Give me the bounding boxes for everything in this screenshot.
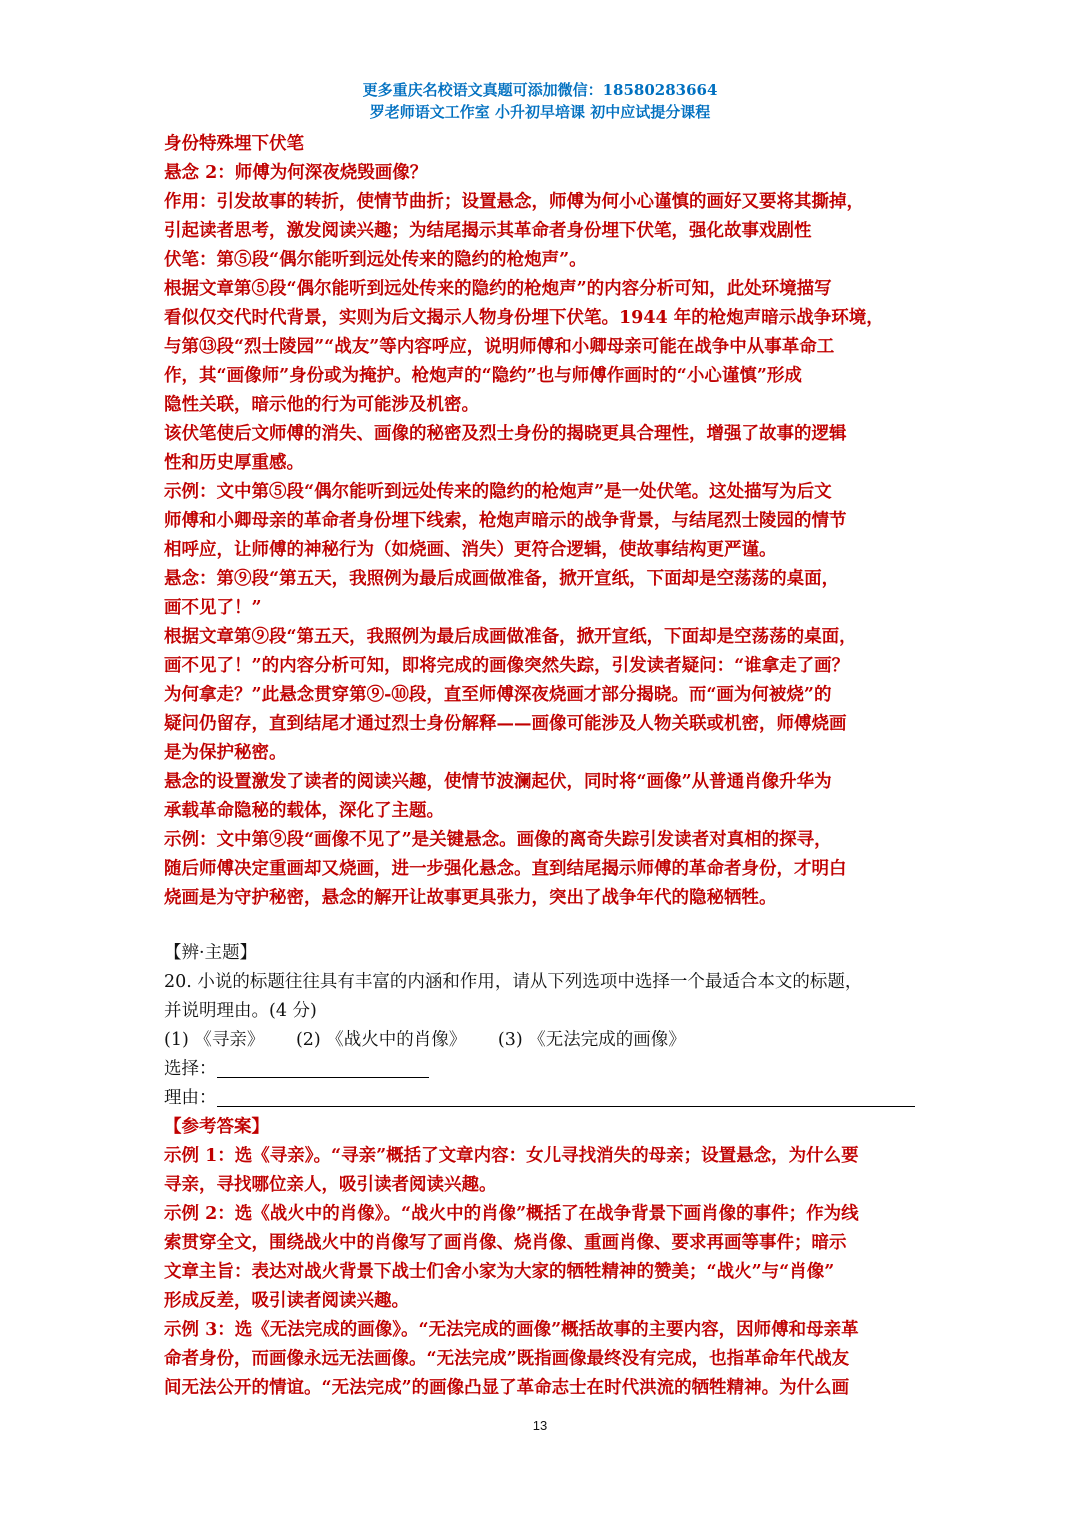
option-2: (2) 《战火中的肖像》 (295, 1030, 467, 1050)
question-line: 并说明理由。(4 分) (164, 1001, 317, 1021)
header-studio-line: 罗老师语文工作室 小升初早培课 初中应试提分课程 (369, 103, 711, 121)
answer-line: 相呼应，让师傅的神秘行为（如烧画、消失）更符合逻辑，使故事结构更严谨。 (164, 540, 777, 560)
reference-answer-line: 命者身份，而画像永远无法画像。“无法完成”既指画像最终没有完成，也指革命年代战友 (164, 1349, 850, 1369)
reference-answer-block (164, 1142, 924, 1403)
answer-line: 引起读者思考，激发阅读兴趣；为结尾揭示其革命者身份埋下伏笔，强化故事戏剧性 (164, 221, 812, 241)
answer-line: 烧画是为守护秘密，悬念的解开让故事更具张力，突出了战争年代的隐秘牺牲。 (164, 888, 777, 908)
answer-line: 与第⑬段“烈士陵园”“战友”等内容呼应，说明师傅和小卿母亲可能在战争中从事革命工 (164, 337, 835, 357)
section-title: 【辨·主题】 (164, 943, 258, 963)
page-content (164, 130, 924, 1403)
reference-answer-title: 【参考答案】 (164, 1117, 269, 1137)
reference-answer-line: 形成反差，吸引读者阅读兴趣。 (164, 1291, 409, 1311)
answer-line: 是为保护秘密。 (164, 743, 287, 763)
choice-blank[interactable] (217, 1057, 429, 1078)
answer-line: 悬念 2：师傅为何深夜烧毁画像？ (164, 163, 428, 183)
options-row (164, 1026, 924, 1055)
reference-answer-line: 文章主旨：表达对战火背景下战士们舍小家为大家的牺牲精神的赞美；“战火”与“肖像” (164, 1262, 835, 1282)
answer-line: 疑问仍留存，直到结尾才通过烈士身份解释——画像可能涉及人物关联或机密，师傅烧画 (164, 714, 847, 734)
answer-line: 悬念的设置激发了读者的阅读兴趣，使情节波澜起伏，同时将“画像”从普通肖像升华为 (164, 772, 832, 792)
reference-answer-line: 间无法公开的情谊。“无法完成”的画像凸显了革命志士在时代洪流的牺牲精神。为什么画 (164, 1378, 850, 1398)
answer-line: 悬念：第⑨段“第五天，我照例为最后成画做准备，掀开宣纸，下面却是空荡荡的桌面， (164, 569, 840, 589)
answer-line: 画不见了！”的内容分析可知，即将完成的画像突然失踪，引发读者疑问：“谁拿走了画？ (164, 656, 850, 676)
answer-line: 看似仅交代时代背景，实则为后文揭示人物身份埋下伏笔。1944 年的枪炮声暗示战争环境， (164, 308, 884, 328)
answer-line: 随后师傅决定重画却又烧画，进一步强化悬念。直到结尾揭示师傅的革命者身份，才明白 (164, 859, 847, 879)
choice-row (164, 1055, 924, 1084)
section-gap (164, 913, 924, 939)
answer-line: 根据文章第⑨段“第五天，我照例为最后成画做准备，掀开宣纸，下面却是空荡荡的桌面， (164, 627, 857, 647)
answer-line: 作用：引发故事的转折，使情节曲折；设置悬念，师傅为何小心谨慎的画好又要将其撕掉， (164, 192, 864, 212)
answer-line: 承载革命隐秘的载体，深化了主题。 (164, 801, 444, 821)
question-block (164, 968, 924, 1026)
answer-line: 师傅和小卿母亲的革命者身份埋下线索，枪炮声暗示的战争背景，与结尾烈士陵园的情节 (164, 511, 847, 531)
answer-line: 性和历史厚重感。 (164, 453, 304, 473)
answer-line: 画不见了！” (164, 598, 262, 618)
reference-answer-line: 寻亲，寻找哪位亲人，吸引读者阅读兴趣。 (164, 1175, 497, 1195)
choice-label: 选择： (164, 1059, 217, 1079)
answer-line: 示例：文中第⑤段“偶尔能听到远处传来的隐约的枪炮声”是一处伏笔。这处描写为后文 (164, 482, 832, 502)
answer-analysis-block (164, 130, 924, 913)
reference-answer-line: 示例 2：选《战火中的肖像》。“战火中的肖像”概括了在战争背景下画肖像的事件；作为线 (164, 1204, 859, 1224)
answer-line: 示例：文中第⑨段“画像不见了”是关键悬念。画像的离奇失踪引发读者对真相的探寻， (164, 830, 832, 850)
reference-answer-line: 示例 3：选《无法完成的画像》。“无法完成的画像”概括故事的主要内容，因师傅和母亲革 (164, 1320, 859, 1340)
option-1: (1) 《寻亲》 (164, 1030, 265, 1050)
option-3: (3) 《无法完成的画像》 (497, 1030, 686, 1050)
answer-line: 该伏笔使后文师傅的消失、画像的秘密及烈士身份的揭晓更具合理性，增强了故事的逻辑 (164, 424, 847, 444)
page-number: 13 (532, 1418, 548, 1433)
answer-line: 为何拿走？”此悬念贯穿第⑨-⑩段，直至师傅深夜烧画才部分揭晓。而“画为何被烧”的 (164, 685, 832, 705)
answer-line: 隐性关联，暗示他的行为可能涉及机密。 (164, 395, 479, 415)
reference-answer-line: 示例 1：选《寻亲》。“寻亲”概括了文章内容：女儿寻找消失的母亲；设置悬念，为什么要 (164, 1146, 859, 1166)
reference-answer-line: 索贯穿全文，围绕战火中的肖像写了画肖像、烧肖像、重画肖像、要求再画等事件；暗示 (164, 1233, 847, 1253)
reason-label: 理由： (164, 1088, 217, 1108)
reason-blank[interactable] (217, 1086, 915, 1107)
answer-line: 作，其“画像师”身份或为掩护。枪炮声的“隐约”也与师傅作画时的“小心谨慎”形成 (164, 366, 802, 386)
answer-line: 伏笔：第⑤段“偶尔能听到远处传来的隐约的枪炮声”。 (164, 250, 587, 270)
question-line: 20. 小说的标题往往具有丰富的内涵和作用，请从下列选项中选择一个最适合本文的标题， (164, 972, 863, 992)
reason-row (164, 1084, 924, 1113)
header-contact-line: 更多重庆名校语文真题可添加微信：18580283664 (362, 81, 718, 99)
answer-line: 身份特殊埋下伏笔 (164, 134, 304, 154)
answer-line: 根据文章第⑤段“偶尔能听到远处传来的隐约的枪炮声”的内容分析可知，此处环境描写 (164, 279, 832, 299)
